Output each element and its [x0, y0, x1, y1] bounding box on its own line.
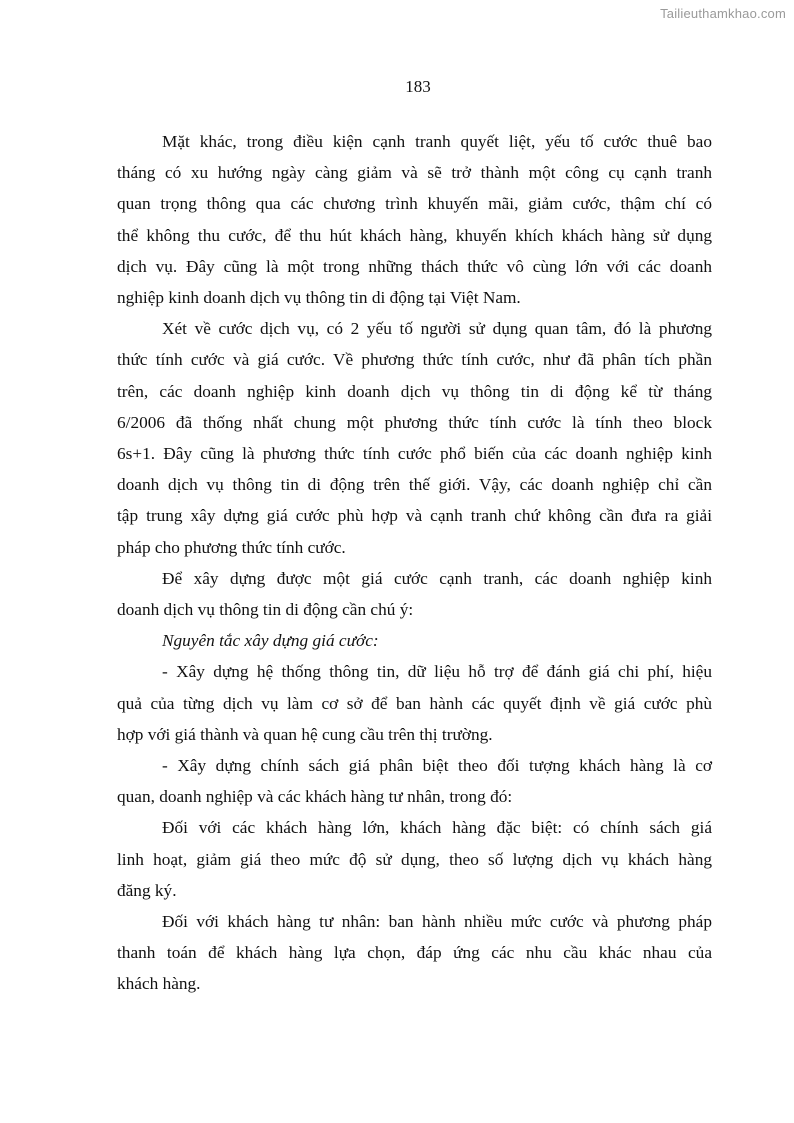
paragraph	[117, 656, 712, 750]
text-line: Đối với các khách hàng lớn, khách hàng đặc biệt: có chính sách giá	[162, 818, 712, 838]
text-line: quan trọng thông qua các chương trình khuyến mãi, giảm cước, thậm chí có	[117, 194, 712, 214]
page-number: 183	[405, 77, 431, 96]
text-line: quan, doanh nghiệp và các khách hàng tư nhân, trong đó:	[117, 787, 513, 807]
text-line: quả của từng dịch vụ làm cơ sở để ban hành các quyết định về giá cước phù	[117, 693, 712, 713]
text-line: doanh dịch vụ thông tin di động trên thế giới. Vậy, các doanh nghiệp chỉ cần	[117, 475, 712, 495]
text-line: pháp cho phương thức tính cước.	[117, 537, 346, 557]
text-line: thể không thu cước, để thu hút khách hàng, khuyến khích khách hàng sử dụng	[117, 225, 712, 245]
text-line: doanh dịch vụ thông tin di động cần chú ý:	[117, 600, 414, 620]
text-line: linh hoạt, giảm giá theo mức độ sử dụng, theo số lượng dịch vụ khách hàng	[117, 849, 712, 869]
text-line: Xét về cước dịch vụ, có 2 yếu tố người sử dụng quan tâm, đó là phương	[162, 319, 712, 339]
text-line: thanh toán để khách hàng lựa chọn, đáp ứng các nhu cầu khác nhau của	[117, 943, 712, 963]
text-line: tháng có xu hướng ngày càng giảm và sẽ trở thành một công cụ cạnh tranh	[117, 163, 712, 183]
text-line: Nguyên tắc xây dựng giá cước:	[162, 631, 379, 651]
paragraph	[162, 625, 712, 656]
text-line: Mặt khác, trong điều kiện cạnh tranh quyết liệt, yếu tố cước thuê bao	[162, 132, 712, 151]
text-line: 6s+1. Đây cũng là phương thức tính cước phổ biến của các doanh nghiệp kinh	[117, 444, 712, 464]
document-body	[117, 126, 712, 1000]
text-line: hợp với giá thành và quan hệ cung cầu trên thị trường.	[117, 724, 493, 744]
text-line: 6/2006 đã thống nhất chung một phương thức tính cước là tính theo block	[117, 412, 712, 432]
paragraph	[117, 313, 712, 563]
paragraph	[117, 750, 712, 812]
text-line: Đối với khách hàng tư nhân: ban hành nhiều mức cước và phương pháp	[162, 912, 712, 932]
paragraph	[117, 563, 712, 625]
text-line: thức tính cước và giá cước. Về phương thức tính cước, như đã phân tích phần	[117, 350, 712, 370]
text-line: dịch vụ. Đây cũng là một trong những thách thức vô cùng lớn với các doanh	[117, 256, 712, 276]
watermark: Tailieuthamkhao.com	[660, 6, 786, 21]
text-line: đăng ký.	[117, 880, 177, 900]
text-line: nghiệp kinh doanh dịch vụ thông tin di động tại Việt Nam.	[117, 288, 521, 308]
text-line: trên, các doanh nghiệp kinh doanh dịch vụ thông tin di động kể từ tháng	[117, 381, 712, 401]
paragraph	[117, 126, 712, 313]
paragraph	[117, 812, 712, 906]
paragraph	[117, 906, 712, 1000]
text-line: - Xây dựng chính sách giá phân biệt theo đối tượng khách hàng là cơ	[162, 756, 712, 776]
text-line: Để xây dựng được một giá cước cạnh tranh, các doanh nghiệp kinh	[162, 568, 712, 588]
text-line: khách hàng.	[117, 974, 201, 994]
text-line: tập trung xây dựng giá cước phù hợp và cạnh tranh chứ không cần đưa ra giải	[117, 506, 712, 526]
text-line: - Xây dựng hệ thống thông tin, dữ liệu hỗ trợ để đánh giá chi phí, hiệu	[162, 662, 712, 682]
